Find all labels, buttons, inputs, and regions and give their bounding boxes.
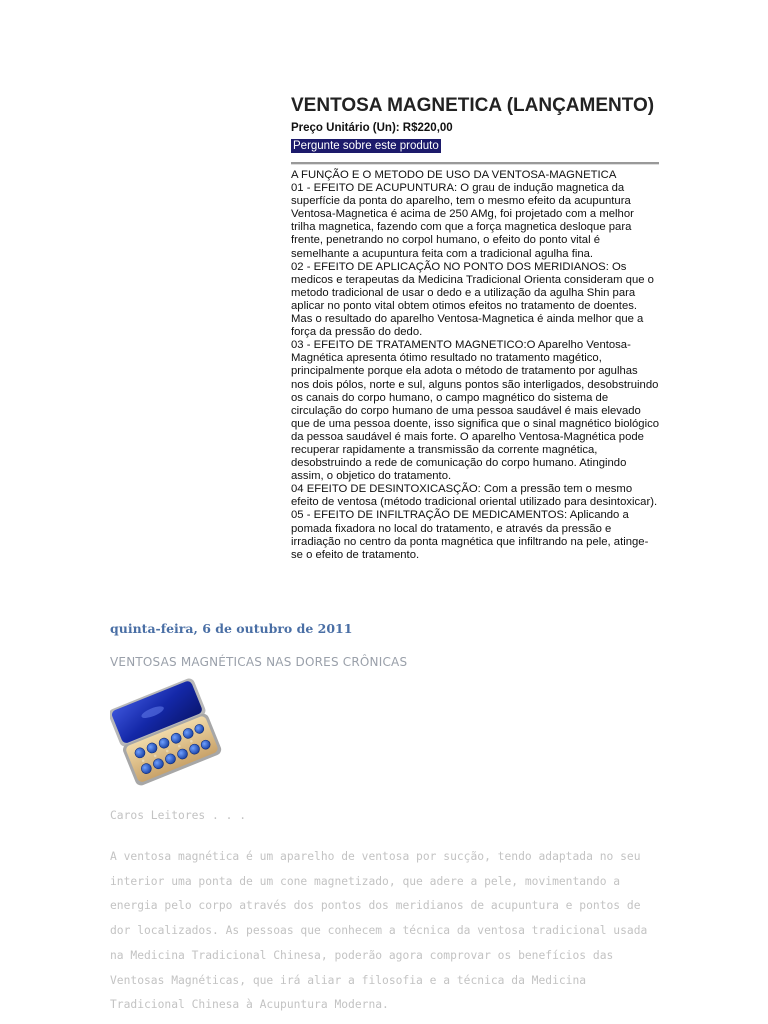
product-section (291, 94, 659, 562)
post-date: quinta-feira, 6 de outubro de 2011 (110, 621, 353, 636)
ask-about-product-link[interactable]: Pergunte sobre este produto (293, 140, 439, 152)
product-price: Preço Unitário (Un): R$220,00 (291, 122, 453, 134)
post-body (110, 805, 655, 1018)
description-item: 02 - EFEITO DE APLICAÇÃO NO PONTO DOS MERIDIANOS: Os medicos e terapeutas da Medicina Tradicional Orienta consideram que o metodo tradicional de usar o dedo e a utilização da agulha Shin para aplicar no ponto vital obtem otimos efeitos no tratamento de doentes. Mas o resultado do aparelho Ventosa-Magnetica é ainda melhor que a força da pressão do dedo. (291, 260, 654, 339)
post-greeting: Caros Leitores . . . (110, 809, 247, 822)
description-item: 03 - EFEITO DE TRATAMENTO MAGNETICO:O Aparelho Ventosa-Magnética apresenta ótimo resultado no tratamento magético, principalmente porque ela adota o método de tratamento por agulhas nos dois pólos, norte e sul, alguns pontos são interligados, desobstruindo os canais do corpo humano, o campo magnético do sistema de circulação do corpo humano de uma pessoa saudável é mais elevado que de uma pessoa doente, isso significa que o sinal magnético biológico da pessoa saudável é mais forte. O aparelho Ventosa-Magnética pode recuperar rapidamente a transmissão da corrente magnética, desobstruindo a rede de comunicação do corpo humano. Atingindo assim, o objetico do tratamento. (291, 339, 660, 483)
blog-post-header (110, 620, 655, 670)
description-item: 01 - EFEITO DE ACUPUNTURA: O grau de indução magnetica da superfície da ponta do aparelho, tem o mesmo efeito da acupuntura Ventosa-Magnetica é acima de 250 AMg, foi projetado com a melhor trilha magnetica, fazendo com que a força magnetica desloque para frente, penetrando no corpol humano, o efeito do ponto vital é semelhante a acupuntura feita com a tradicional agulha fina. (291, 182, 634, 260)
product-title: VENTOSA MAGNETICA (LANÇAMENTO) (291, 95, 655, 116)
magnetic-cupping-device-image (110, 672, 225, 787)
description-heading: A FUNÇÃO E O METODO DE USO DA VENTOSA-MAGNETICA (291, 169, 617, 181)
description-item: 04 EFEITO DE DESINTOXICASÇÃO: Com a pressão tem o mesmo efeito de ventosa (método tradicional oriental utilizado para desintoxicar). (291, 483, 658, 509)
post-title[interactable]: VENTOSAS MAGNÉTICAS NAS DORES CRÔNICAS (110, 655, 408, 669)
description-item: 05 - EFEITO DE INFILTRAÇÃO DE MEDICAMENTOS: Aplicando a pomada fixadora no local do tratamento, e através da pressão e irradiação no centro da ponta magnética que infiltrando na pele, atinge-se o efeito de tratamento. (291, 509, 649, 561)
post-paragraph: A ventosa magnética é um aparelho de ventosa por sucção, tendo adaptada no seu interior uma ponta de um cone magnetizado, que adere a pele, movimentando a energia pelo corpo através dos pontos dos meridianos de acupuntura e pontos de dor localizados. As pessoas que conhecem a técnica da ventosa tradicional usada na Medicina Tradicional Chinesa, poderão agora comprovar os benefícios das Ventosas Magnéticas, que irá aliar a filosofia e a técnica da Medicina Tradicional Chinesa à Acupuntura Moderna. (110, 850, 648, 1012)
product-description (291, 169, 659, 562)
divider (291, 162, 659, 165)
